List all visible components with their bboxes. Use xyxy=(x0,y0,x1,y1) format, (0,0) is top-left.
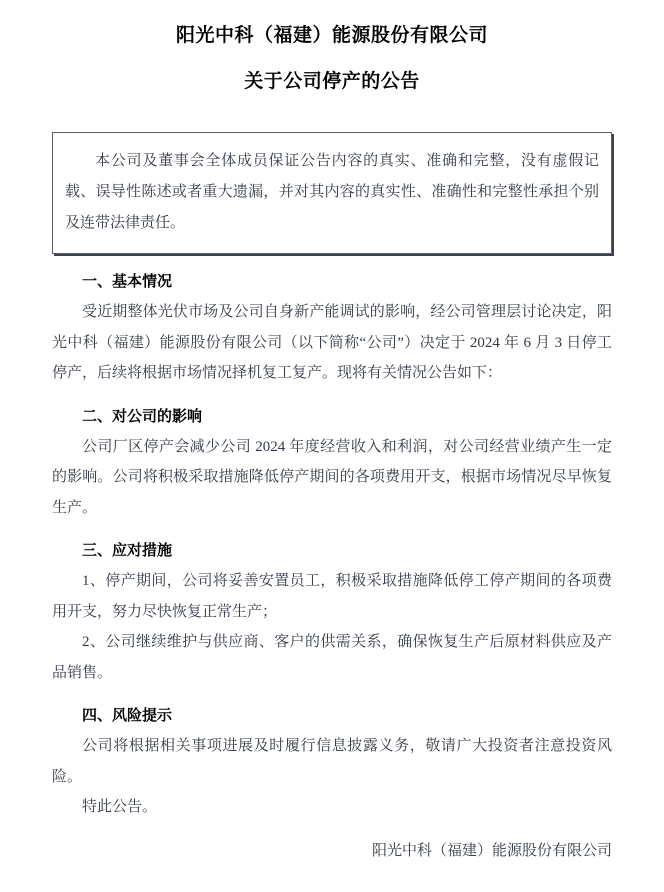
section-4-paragraph-1: 公司将根据相关事项进展及时履行信息披露义务，敬请广大投资者注意投资风险。 xyxy=(52,738,612,785)
section-response-measures xyxy=(52,536,612,688)
disclaimer-box xyxy=(52,132,612,254)
section-heading-2: 二、对公司的影响 xyxy=(82,408,203,425)
document-title-block xyxy=(52,0,612,96)
section-1-paragraph-1: 受近期整体光伏市场及公司自身新产能调试的影响，经公司管理层讨论决定，阳光中科（福建）能源股份有限公司（以下简称“公司”）决定于 2024 年 6 月 3 日停工停产，后续将根据市场情况择机复工复产。现将有关情况公告如下： xyxy=(52,304,612,381)
section-3-paragraph-1: 1、停产期间，公司将妥善安置员工，积极采取措施降低停工停产期间的各项费用开支，努力尽快恢复正常生产； xyxy=(52,573,612,620)
section-heading-3: 三、应对措施 xyxy=(82,543,173,559)
section-3-paragraph-2: 2、公司继续维护与供应商、客户的供需关系，确保恢复生产后原材料供应及产品销售。 xyxy=(52,634,612,681)
company-signature: 阳光中科（福建）能源股份有限公司 xyxy=(371,843,612,859)
disclaimer-text: 本公司及董事会全体成员保证公告内容的真实、准确和完整，没有虚假记载、误导性陈述或者重大遗漏，并对其内容的真实性、准确性和完整性承担个别及连带法律责任。 xyxy=(65,153,599,231)
section-heading-1: 一、基本情况 xyxy=(82,274,173,290)
section-basic-situation xyxy=(52,267,612,389)
section-company-impact xyxy=(52,402,612,524)
company-name-title: 阳光中科（福建）能源股份有限公司 xyxy=(175,25,488,46)
section-heading-4: 四、风险提示 xyxy=(82,708,173,724)
section-risk-warning xyxy=(52,701,612,823)
section-4-paragraph-2: 特此公告。 xyxy=(82,799,158,815)
announcement-subject-title: 关于公司停产的公告 xyxy=(244,70,420,92)
section-2-paragraph-1: 公司厂区停产会减少公司 2024 年度经营收入和利润，对公司经营业绩产生一定的影响。公司将积极采取措施降低停产期间的各项费用开支，根据市场情况尽早恢复生产。 xyxy=(52,438,612,516)
